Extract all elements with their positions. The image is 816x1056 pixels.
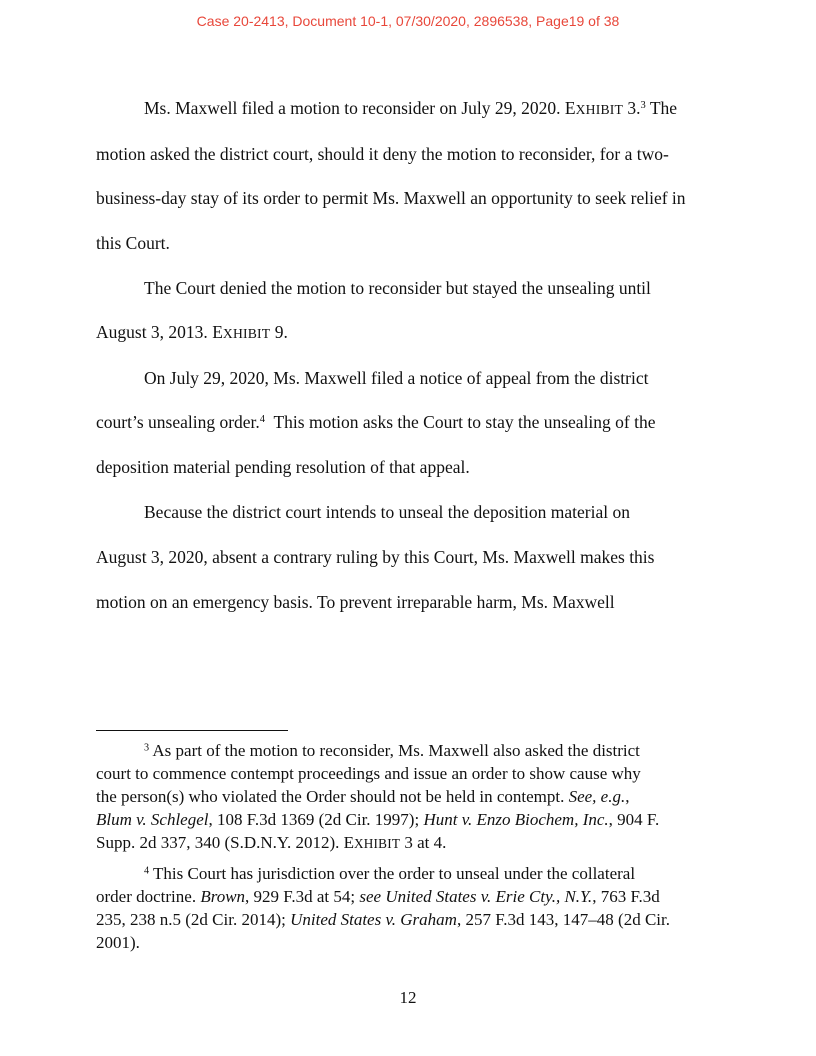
footnote-3-line [96,833,446,854]
footnote-3-line [144,741,640,761]
body-line: motion asked the district court, should it deny the motion to reconsider, for a two- [96,144,669,164]
footnote-ref-4[interactable]: 4 [259,414,266,426]
case-name: Brown [200,887,246,906]
text: Supp. 2d 337, 340 (S.D.N.Y. 2012). [96,833,344,852]
body-line [144,97,677,121]
body-line: Because the district court intends to unseal the deposition material on [144,502,630,522]
body-line: deposition material pending resolution of that appeal. [96,457,470,477]
text: , [625,787,630,806]
body-line: this Court. [96,233,170,253]
body-line: business-day stay of its order to permit Ms. Maxwell an opportunity to seek relief in [96,188,686,208]
text: order doctrine. [96,887,201,906]
case-name: Hunt v. Enzo Biochem, Inc. [423,810,609,829]
body-line: The Court denied the motion to reconsider but stayed the unsealing until [144,278,651,298]
body-line [96,321,288,345]
footnote-4-line [96,910,670,930]
body-line: motion on an emergency basis. To prevent irreparable harm, Ms. Maxwell [96,592,615,612]
case-name: see United States v. Erie Cty., N.Y. [359,887,593,906]
text: 3 at 4. [400,833,447,852]
text: , 904 F. [608,810,660,829]
exhibit-label: EXHIBIT [343,833,401,852]
footnote-3-number: 3 [144,742,150,754]
text: 235, 238 n.5 (2d Cir. 2014); [96,910,291,929]
footnote-3-line [96,787,629,807]
text: the person(s) who violated the Order should not be held in contempt. [96,787,569,806]
case-name: United States v. Graham [290,910,457,929]
body-line: August 3, 2020, absent a contrary ruling by this Court, Ms. Maxwell makes this [96,547,655,567]
text: court’s unsealing order. [96,412,260,432]
text: , 257 F.3d 143, 147–48 (2d Cir. [456,910,670,929]
exhibit-label: EXHIBIT [564,98,624,118]
footnote-4-number: 4 [144,865,150,877]
text: As part of the motion to reconsider, Ms. Maxwell also asked the district [149,741,640,760]
text: Ms. Maxwell filed a motion to reconsider on July 29, 2020. [144,98,565,118]
footnote-3-line: court to commence contempt proceedings and issue an order to show cause why [96,764,641,783]
text: The [645,98,678,118]
body-line: On July 29, 2020, Ms. Maxwell filed a notice of appeal from the district [144,368,649,388]
page-number: 12 [399,988,417,1007]
citation-signal: See, e.g. [568,787,626,806]
exhibit-label: EXHIBIT [212,322,271,342]
case-name: Blum v. Schlegel [96,810,209,829]
footnote-separator [96,730,288,731]
footnote-3-line [96,810,659,830]
text: 3. [623,98,641,118]
case-header: Case 20-2413, Document 10-1, 07/30/2020, 2896538, Page19 of 38 [196,13,620,29]
footnote-4-line [144,864,635,884]
text: , 929 F.3d at 54; [245,887,360,906]
text: This Court has jurisdiction over the order to unseal under the collateral [149,864,636,883]
text: 9. [270,322,288,342]
text: , 763 F.3d [592,887,660,906]
text: , 108 F.3d 1369 (2d Cir. 1997); [208,810,424,829]
text: August 3, 2013. [96,322,213,342]
footnote-4-line: 2001). [96,933,140,952]
footnote-4-line [96,887,660,907]
body-line [96,411,656,433]
footnote-ref-3[interactable]: 3 [640,100,646,112]
text: This motion asks the Court to stay the unsealing of the [265,412,656,432]
